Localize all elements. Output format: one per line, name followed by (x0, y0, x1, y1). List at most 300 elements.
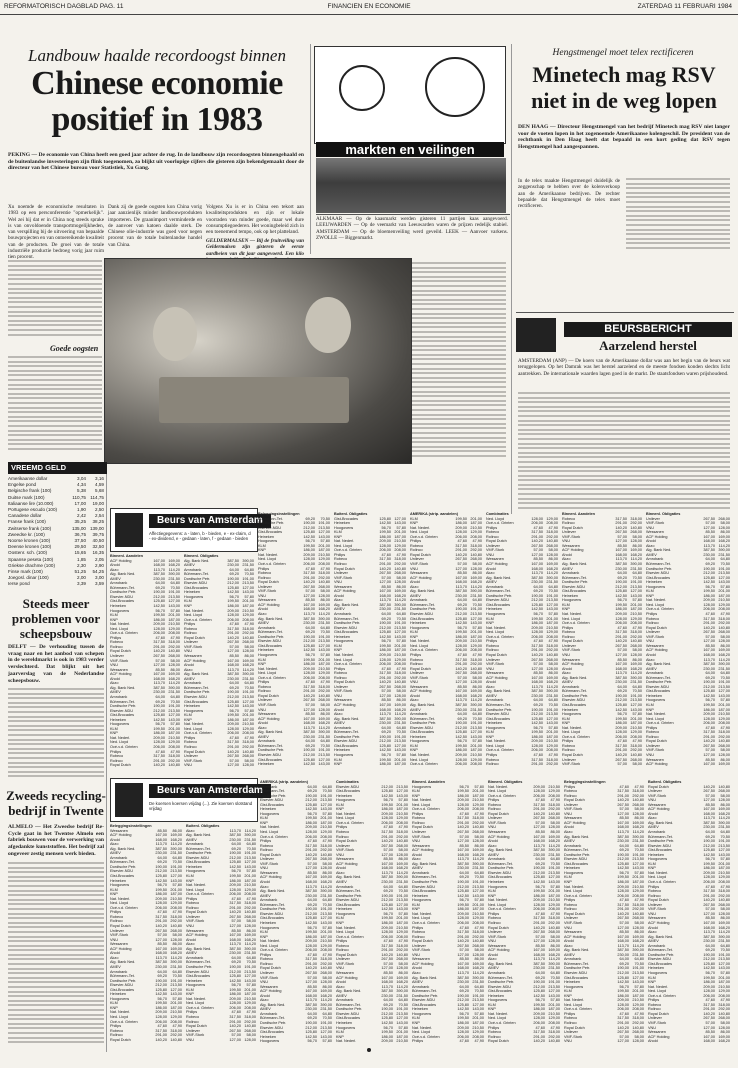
stock-name: Hoogovens (412, 784, 432, 789)
stock-prev: 140,20 (617, 1025, 629, 1030)
stock-last: 129,00 (630, 616, 642, 621)
stock-prev: 230,00 (227, 563, 239, 568)
stock-last: 70,50 (320, 743, 330, 748)
stock-name: Dordtsche Petr. (562, 693, 589, 698)
stock-prev: 212,00 (455, 725, 467, 730)
stock-prev: 142,50 (533, 880, 545, 885)
stock-name: Robeco (648, 1002, 662, 1007)
stock-last: 168,20 (630, 666, 642, 671)
stock-last: 213,50 (470, 612, 482, 617)
stock-last: 210,50 (718, 870, 730, 875)
stock-last: 114,20 (630, 671, 642, 676)
stock-name: Robeco (258, 684, 272, 689)
stock-prev: 47,60 (457, 652, 467, 657)
stock-last: 208,00 (470, 534, 482, 539)
stock-name: Heineken (646, 693, 663, 698)
stock-last: 292,00 (630, 521, 642, 526)
stock-name: Gist-Brocades (412, 889, 437, 894)
stock-prev: 206,00 (457, 1034, 469, 1039)
stock-last: 187,00 (632, 993, 644, 998)
stock-prev: 128,00 (531, 516, 543, 521)
stock-prev: 127,00 (381, 852, 393, 857)
stock-name: Robeco (646, 616, 660, 621)
stock-prev: 199,50 (703, 975, 715, 980)
stock-name: Gist-Brocades (184, 699, 209, 704)
stock-name: Nat. Nederl. (646, 712, 667, 717)
stock-name: Hoogovens (562, 712, 582, 717)
stock-last: 208,00 (470, 648, 482, 653)
stock-last: 390,00 (546, 575, 558, 580)
fx-bid: 2,30 (77, 562, 86, 568)
stock-last: 191,00 (718, 566, 730, 571)
stock-name: Ned. Lloyd (336, 816, 355, 821)
fx-name: Canadese dollar (8, 513, 42, 519)
stock-row (336, 1039, 408, 1044)
stock-prev: 142,50 (155, 992, 167, 997)
stock-name: Heineken (260, 1034, 277, 1039)
stock-prev: 56,70 (617, 712, 627, 717)
stock-last: 70,50 (320, 516, 330, 521)
stock-last: 57,80 (550, 884, 560, 889)
stock-name: KNP (488, 893, 496, 898)
stock-name: Amrobank (564, 843, 582, 848)
stock-name: Nat. Nederl. (258, 552, 279, 557)
stock-prev: 199,50 (703, 589, 715, 594)
stock-prev: 56,70 (155, 722, 165, 727)
stock-prev: 47,60 (155, 749, 165, 754)
stock-last: 129,00 (472, 916, 484, 921)
stock-last: 208,00 (546, 748, 558, 753)
stock-prev: 142,50 (455, 621, 467, 626)
stock-name: Elsevier-NDU (412, 884, 435, 889)
fx-bid: 17,00 (74, 500, 86, 506)
stock-prev: 64,00 (617, 684, 627, 689)
stock-last: 231,50 (320, 1007, 332, 1012)
stock-name: Alg. Bank Ned. (648, 934, 674, 939)
stock-name: Unilever (646, 516, 660, 521)
stock-last: 208,00 (632, 1007, 644, 1012)
stock-prev: 267,50 (379, 571, 391, 576)
photo-strawberry-tray (159, 377, 349, 423)
stock-last: 201,00 (320, 816, 332, 821)
stock-prev: 190,00 (615, 580, 627, 585)
stock-last: 58,00 (632, 762, 642, 767)
stock-name: Dordtsche Petr. (648, 839, 675, 844)
stock-last: 143,00 (242, 704, 254, 709)
stock-last: 57,80 (320, 539, 330, 544)
stock-last: 390,00 (630, 675, 642, 680)
stock-name: KLM (186, 987, 194, 992)
stock-last: 318,00 (630, 516, 642, 521)
stock-name: Ned. Lloyd (562, 616, 581, 621)
stock-last: 129,00 (394, 657, 406, 662)
stock-prev: 317,50 (615, 743, 627, 748)
stock-last: 129,00 (548, 902, 560, 907)
stock-prev: 190,00 (153, 590, 165, 595)
stock-last: 57,80 (472, 739, 482, 744)
stock-last: 70,50 (550, 861, 560, 866)
stock-prev: 186,00 (531, 621, 543, 626)
stock-last: 208,00 (168, 744, 180, 749)
stock-name: Unilever (564, 1030, 578, 1035)
stock-last: 64,80 (548, 584, 558, 589)
stock-name: VNU (186, 1037, 195, 1042)
vreemd-geld-title: VREEMD GELD (8, 462, 107, 474)
stock-prev: 85,50 (381, 698, 391, 703)
stock-last: 191,00 (318, 521, 330, 526)
stock-prev: 125,80 (303, 757, 315, 762)
stock-prev: 230,00 (703, 825, 715, 830)
stock-prev: 57,00 (705, 521, 715, 526)
stock-name: Robeco (184, 626, 198, 631)
stock-last: 191,00 (244, 964, 256, 969)
stock-name: Océ-v.d. Grinten (412, 920, 440, 925)
stock-prev: 47,60 (533, 525, 543, 530)
stock-last: 57,80 (396, 752, 406, 757)
stock-name: Gist-Brocades (258, 643, 283, 648)
stock-prev: 168,00 (703, 652, 715, 657)
stock-name: Elsevier-NDU (648, 957, 671, 962)
stock-name: Nat. Nederl. (412, 798, 433, 803)
stock-last: 129,00 (244, 1001, 256, 1006)
stock-last: 208,00 (472, 807, 484, 812)
stock-last: 143,00 (396, 793, 408, 798)
stock-last: 143,00 (472, 893, 484, 898)
stock-last: 64,80 (320, 739, 330, 744)
stock-name: AMEV (488, 966, 499, 971)
stock-prev: 64,00 (307, 1011, 317, 1016)
stock-last: 129,00 (170, 901, 182, 906)
fx-bid: 1,90 (77, 507, 86, 513)
stock-name: VMF-Stork (258, 702, 277, 707)
stock-name: VMF-Stork (336, 961, 355, 966)
stock-prev: 47,60 (305, 566, 315, 571)
stock-name: Philips (410, 539, 422, 544)
stock-prev: 230,00 (703, 939, 715, 944)
stock-name: Wessanen (336, 970, 354, 975)
stock-last: 57,80 (246, 983, 256, 988)
stock-prev: 113,70 (379, 598, 391, 603)
stock-name: Akzo (412, 857, 421, 862)
stock-name: Elsevier-NDU (488, 984, 511, 989)
stock-name: AMEV (258, 734, 269, 739)
stock-name: AMEV (564, 952, 575, 957)
stock-prev: 128,00 (227, 613, 239, 618)
stock-prev: 209,00 (457, 911, 469, 916)
photo-person-right (305, 297, 351, 353)
stock-name: Heineken (646, 580, 663, 585)
stock-last: 140,80 (630, 525, 642, 530)
stock-prev: 317,50 (155, 1028, 167, 1033)
minetech-intro: DEN HAAG — Directeur Hengstmengel van het bedrijf Minetech mag RSV niet langer voor de voeten lopen in het zogenoemde Amerikaanse kolengeschil. De president van de rechtbank in Den Haag heeft dat bepaald in een kort geding dat RSV tegen Hengstmengel had aangespannen. (518, 124, 730, 151)
stock-name: KNP (110, 892, 118, 897)
stock-row (258, 762, 330, 767)
stock-prev: 199,50 (457, 902, 469, 907)
stock-name: Rolinco (260, 848, 273, 853)
stock-prev: 168,00 (381, 980, 393, 985)
stock-name: AMEV (334, 607, 345, 612)
stock-prev: 128,00 (153, 626, 165, 631)
beurs-banner-desc-2: De koersen koersen vrijdag (...). Zie koersen slotstand vrijdag (149, 801, 253, 811)
stock-name: Wessanen (410, 571, 428, 576)
stock-prev: 199,50 (533, 1002, 545, 1007)
stock-prev: 85,50 (533, 557, 543, 562)
stock-name: Alg. Bank Ned. (336, 989, 362, 994)
stock-prev: 190,00 (617, 966, 629, 971)
stock-prev: 387,50 (533, 848, 545, 853)
stock-name: Amrobank (410, 712, 428, 717)
stock-name: Nat. Nederl. (110, 622, 131, 627)
stock-prev: 186,00 (457, 1020, 469, 1025)
stock-name: Rolinco (410, 662, 423, 667)
stock-name: Philips (334, 552, 346, 557)
stock-last: 70,50 (246, 960, 256, 965)
stock-prev: 167,00 (703, 534, 715, 539)
stock-prev: 85,50 (705, 757, 715, 762)
stock-prev: 142,50 (305, 807, 317, 812)
stock-prev: 56,70 (307, 1039, 317, 1044)
stock-prev: 190,00 (703, 680, 715, 685)
stock-name: Wessanen (486, 557, 504, 562)
stock-name: ACF Holding (486, 562, 508, 567)
stock-prev: 140,20 (381, 952, 393, 957)
beursbericht-text: AMSTERDAM (ANP) — De koers van de Amerikaanse dollar was aan het begin van de beurs wat teruggelopen. Op het Damrak was het herstel aarzelend en de meeste fondsen konden slechts licht aantrekken. De internationale waarden lagen goed in de markt. De staatsfondsen waren prijshoudend. (518, 358, 730, 377)
stock-prev: 128,00 (305, 943, 317, 948)
stock-prev: 168,00 (703, 925, 715, 930)
stock-name: Océ-v.d. Grinten (184, 731, 212, 736)
stock-prev: 113,70 (533, 843, 545, 848)
stock-last: 114,20 (244, 942, 256, 947)
stock-name: Alg. Bank Ned. (184, 672, 210, 677)
stock-name: ACF Holding (260, 875, 282, 880)
stock-prev: 317,50 (457, 930, 469, 935)
side-text-scheepsbouw-continued (8, 688, 104, 784)
stock-name: AMEV (562, 680, 573, 685)
stock-prev: 64,00 (383, 884, 393, 889)
stock-prev: 69,20 (457, 602, 467, 607)
stock-prev: 47,60 (229, 622, 239, 627)
stock-name: ACF Holding (184, 658, 206, 663)
stock-prev: 206,00 (303, 675, 315, 680)
stock-last: 292,00 (718, 621, 730, 626)
stock-prev: 199,50 (455, 743, 467, 748)
beursbericht-subtitle: Aarzelend herstel (599, 338, 697, 353)
stock-last: 86,00 (396, 584, 406, 589)
stock-last: 208,00 (472, 920, 484, 925)
stock-prev: 47,60 (459, 811, 469, 816)
stock-name: Ahold (186, 937, 196, 942)
stock-name: Akzo (648, 930, 657, 935)
stock-prev: 57,00 (619, 807, 629, 812)
stock-prev: 267,50 (381, 843, 393, 848)
stock-last: 201,00 (318, 657, 330, 662)
stock-last: 47,90 (398, 825, 408, 830)
stock-name: Hoogovens (110, 996, 130, 1001)
stock-name: Hoogovens (564, 984, 584, 989)
stock-prev: 206,00 (229, 1005, 241, 1010)
stock-name: VNU (564, 925, 573, 930)
stock-name: ACF Holding (334, 702, 356, 707)
stock-prev: 57,00 (383, 848, 393, 853)
stock-last: 231,50 (470, 593, 482, 598)
stock-name: Ned. Lloyd (260, 830, 279, 835)
stock-name: Heineken (648, 852, 665, 857)
stock-name: Nat. Nederl. (186, 996, 207, 1001)
stock-name: KNP (488, 1007, 496, 1012)
stock-column (486, 512, 558, 770)
stock-name: Wessanen (646, 757, 664, 762)
stock-name: VNU (564, 1039, 573, 1044)
stock-name: Gist-Brocades (564, 975, 589, 980)
fx-name: Griekse drachme (100) (8, 562, 55, 568)
stock-prev: 186,00 (153, 617, 165, 622)
stock-name: Royal Dutch (410, 552, 431, 557)
stock-last: 201,00 (718, 861, 730, 866)
stock-prev: 186,00 (615, 721, 627, 726)
stock-name: Wessanen (562, 543, 580, 548)
stock-name: Ahold (334, 593, 344, 598)
stock-name: Philips (412, 1039, 424, 1044)
stock-last: 201,00 (170, 1001, 182, 1006)
stock-name: Dordtsche Petr. (184, 690, 211, 695)
stock-name: Heineken (110, 717, 127, 722)
stock-prev: 69,20 (705, 834, 715, 839)
stock-prev: 206,00 (229, 892, 241, 897)
stock-last: 64,80 (720, 943, 730, 948)
stock-name: VMF-Stork (648, 1020, 667, 1025)
stock-last: 127,00 (394, 743, 406, 748)
stock-name: Alg. Bank Ned. (110, 960, 136, 965)
stock-name: Bührmann-Tet. (110, 699, 135, 704)
stock-name: Alg. Bank Ned. (110, 846, 136, 851)
stock-last: 140,80 (632, 911, 644, 916)
stock-last: 64,80 (472, 712, 482, 717)
stock-name: Royal Dutch (648, 784, 669, 789)
stock-last: 57,80 (322, 811, 332, 816)
stock-last: 140,80 (548, 1039, 560, 1044)
stock-last: 210,50 (318, 666, 330, 671)
stock-last: 191,00 (470, 721, 482, 726)
stock-prev: 47,60 (705, 998, 715, 1003)
stock-name: VMF-Stork (562, 648, 581, 653)
stock-section-title: AMERIKA (strip. aandelen) (410, 512, 458, 516)
stock-name: VNU (184, 763, 193, 768)
stock-name: Royal Dutch (110, 649, 131, 654)
stock-prev: 57,00 (383, 961, 393, 966)
stock-name: Alg. Bank Ned. (336, 875, 362, 880)
stock-last: 268,00 (718, 630, 730, 635)
stock-name: Gist-Brocades (646, 689, 671, 694)
stock-last: 318,00 (244, 1014, 256, 1019)
stock-prev: 47,60 (535, 798, 545, 803)
stock-last: 169,00 (470, 689, 482, 694)
stock-prev: 142,50 (153, 604, 165, 609)
stock-name: Dordtsche Petr. (110, 864, 137, 869)
stock-name: AMEV (412, 866, 423, 871)
stock-prev: 168,00 (155, 837, 167, 842)
stock-last: 140,80 (170, 1037, 182, 1042)
stock-name: Bührmann-Tet. (260, 789, 285, 794)
stock-prev: 190,00 (305, 793, 317, 798)
stock-name: Gist-Brocades (410, 730, 435, 735)
stock-last: 140,80 (718, 784, 730, 789)
stock-name: Océ-v.d. Grinten (564, 893, 592, 898)
stock-name: Robeco (186, 1014, 200, 1019)
stock-last: 64,80 (474, 870, 484, 875)
stock-prev: 85,50 (705, 530, 715, 535)
stock-name: Ned. Lloyd (488, 902, 507, 907)
stock-last: 268,00 (718, 1016, 730, 1021)
stock-name: ACF Holding (646, 648, 668, 653)
stock-name: Ahold (412, 852, 422, 857)
stock-prev: 267,50 (703, 789, 715, 794)
stock-prev: 212,00 (229, 855, 241, 860)
stock-last: 208,00 (632, 893, 644, 898)
stock-prev: 206,00 (455, 648, 467, 653)
stock-last: 201,00 (718, 589, 730, 594)
stock-name: Ned. Lloyd (410, 757, 429, 762)
stock-name: Hoogovens (336, 911, 356, 916)
stock-last: 210,50 (548, 898, 560, 903)
stock-name: AMEV (186, 837, 197, 842)
stock-prev: 387,50 (303, 730, 315, 735)
stock-prev: 168,00 (531, 566, 543, 571)
stock-last: 129,00 (472, 1030, 484, 1035)
stock-last: 168,20 (470, 693, 482, 698)
stock-last: 129,00 (718, 875, 730, 880)
stock-last: 70,50 (396, 730, 406, 735)
stock-last: 58,00 (398, 848, 408, 853)
stock-prev: 167,00 (457, 848, 469, 853)
stock-prev: 291,00 (457, 934, 469, 939)
stock-prev: 64,00 (229, 567, 239, 572)
stock-name: Nat. Nederl. (260, 825, 281, 830)
stock-last: 58,00 (472, 675, 482, 680)
stock-prev: 64,00 (619, 957, 629, 962)
stock-name: Robeco (564, 1016, 578, 1021)
stock-last: 127,00 (470, 616, 482, 621)
stock-name: ACF Holding (336, 975, 358, 980)
stock-prev: 209,00 (533, 898, 545, 903)
stock-prev: 47,60 (383, 939, 393, 944)
stock-name: Elsevier-NDU (186, 969, 209, 974)
stock-prev: 56,70 (383, 1025, 393, 1030)
stock-prev: 186,00 (227, 717, 239, 722)
stock-prev: 230,00 (229, 837, 241, 842)
stock-name: VMF-Stork (488, 820, 507, 825)
fx-ask: 2,50 (95, 507, 104, 513)
stock-prev: 127,00 (703, 911, 715, 916)
stock-name: ACF Holding (646, 534, 668, 539)
stock-last: 127,00 (320, 916, 332, 921)
stock-name: Nat. Nederl. (334, 539, 355, 544)
stock-last: 127,00 (718, 848, 730, 853)
beurs-banner-title-2: Beurs van Amsterdam (149, 784, 271, 798)
stock-name: Océ-v.d. Grinten (562, 734, 590, 739)
stock-prev: 230,00 (615, 680, 627, 685)
stock-last: 140,80 (394, 566, 406, 571)
stock-name: KNP (648, 866, 656, 871)
fx-ask: 38,25 (92, 519, 104, 525)
stock-name: Philips (564, 784, 576, 789)
stock-name: Robeco (412, 816, 426, 821)
stock-prev: 57,00 (533, 548, 543, 553)
stock-prev: 168,00 (615, 666, 627, 671)
stock-prev: 387,50 (229, 833, 241, 838)
stock-prev: 190,00 (155, 978, 167, 983)
stock-prev: 69,20 (535, 861, 545, 866)
stock-name: Ned. Lloyd (334, 657, 353, 662)
